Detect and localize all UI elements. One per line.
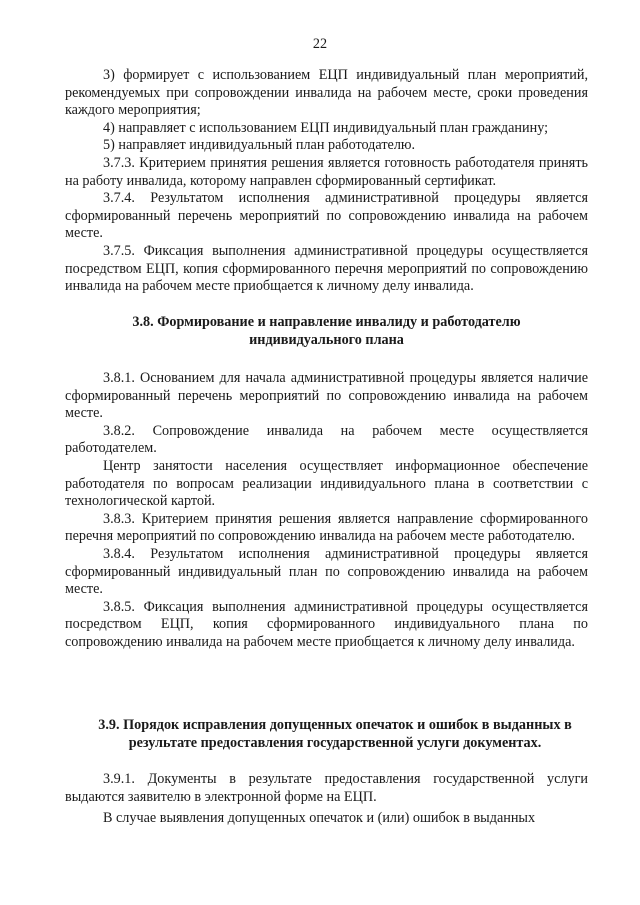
paragraph: Центр занятости населения осуществляет информационное обеспечение работодателя по вопросам реализации индивидуального плана в соответствии с технологической картой.	[65, 457, 588, 510]
paragraph: 3.9.1. Документы в результате предоставления государственной услуги выдаются заявителю в электронной форме на ЕЦП.	[65, 771, 588, 805]
heading-line: 3.8. Формирование и направление инвалиду и работодателю	[132, 314, 521, 330]
paragraph: В случае выявления допущенных опечаток и (или) ошибок в выданных	[103, 810, 536, 827]
paragraph: 3.8.3. Критерием принятия решения является направление сформированного перечня мероприятий по сопровождению инвалида на рабочем месте работодателю.	[65, 510, 588, 545]
paragraph: 3.8.5. Фиксация выполнения административной процедуры осуществляется посредством ЕЦП, копия сформированного индивидуального плана по сопровождению инвалида на рабочем месте приобщается к личному делу инвалида.	[65, 598, 588, 650]
paragraph: 3.7.4. Результатом исполнения административной процедуры является сформированный перечень мероприятий по сопровождению инвалида на рабочем месте.	[65, 190, 588, 242]
heading-3-9	[80, 717, 590, 752]
paragraph: 3.7.5. Фиксация выполнения административной процедуры осуществляется посредством ЕЦП, копия сформированного перечня мероприятий по сопровождению инвалида на рабочем месте приобщается к личному делу инвалида.	[65, 242, 588, 295]
heading-line: индивидуального плана	[249, 331, 404, 348]
paragraph: 5) направляет индивидуальный план работодателю.	[103, 137, 416, 154]
heading-line: 3.9. Порядок исправления допущенных опечаток и ошибок в выданных в	[98, 717, 572, 733]
heading-3-8	[65, 314, 588, 349]
heading-line: результате предоставления государственной услуги документах.	[128, 734, 542, 751]
paragraph: 3.7.3. Критерием принятия решения является готовность работодателя принять на работу инвалида, которому направлен сформированный сертификат.	[65, 154, 588, 189]
paragraph: 3.8.1. Основанием для начала административной процедуры является наличие сформированный перечень мероприятий по сопровождению инвалида на рабочем месте.	[65, 370, 588, 422]
paragraph: 4) направляет с использованием ЕЦП индивидуальный план гражданину;	[103, 119, 549, 136]
section-3-8-body	[65, 370, 588, 652]
page-number: 22	[312, 36, 328, 52]
section-3-7-continuation	[65, 67, 588, 296]
paragraph: 3.8.2. Сопровождение инвалида на рабочем месте осуществляется работодателем.	[65, 422, 588, 457]
paragraph: 3) формирует с использованием ЕЦП индивидуальный план мероприятий, рекомендуемых при сопровождении инвалида на рабочем месте, сроки проведения каждого мероприятия;	[65, 67, 588, 119]
section-3-9-body	[65, 771, 588, 828]
paragraph: 3.8.4. Результатом исполнения административной процедуры является сформированный индивидуальный план по сопровождению инвалида на рабочем месте.	[65, 545, 588, 598]
